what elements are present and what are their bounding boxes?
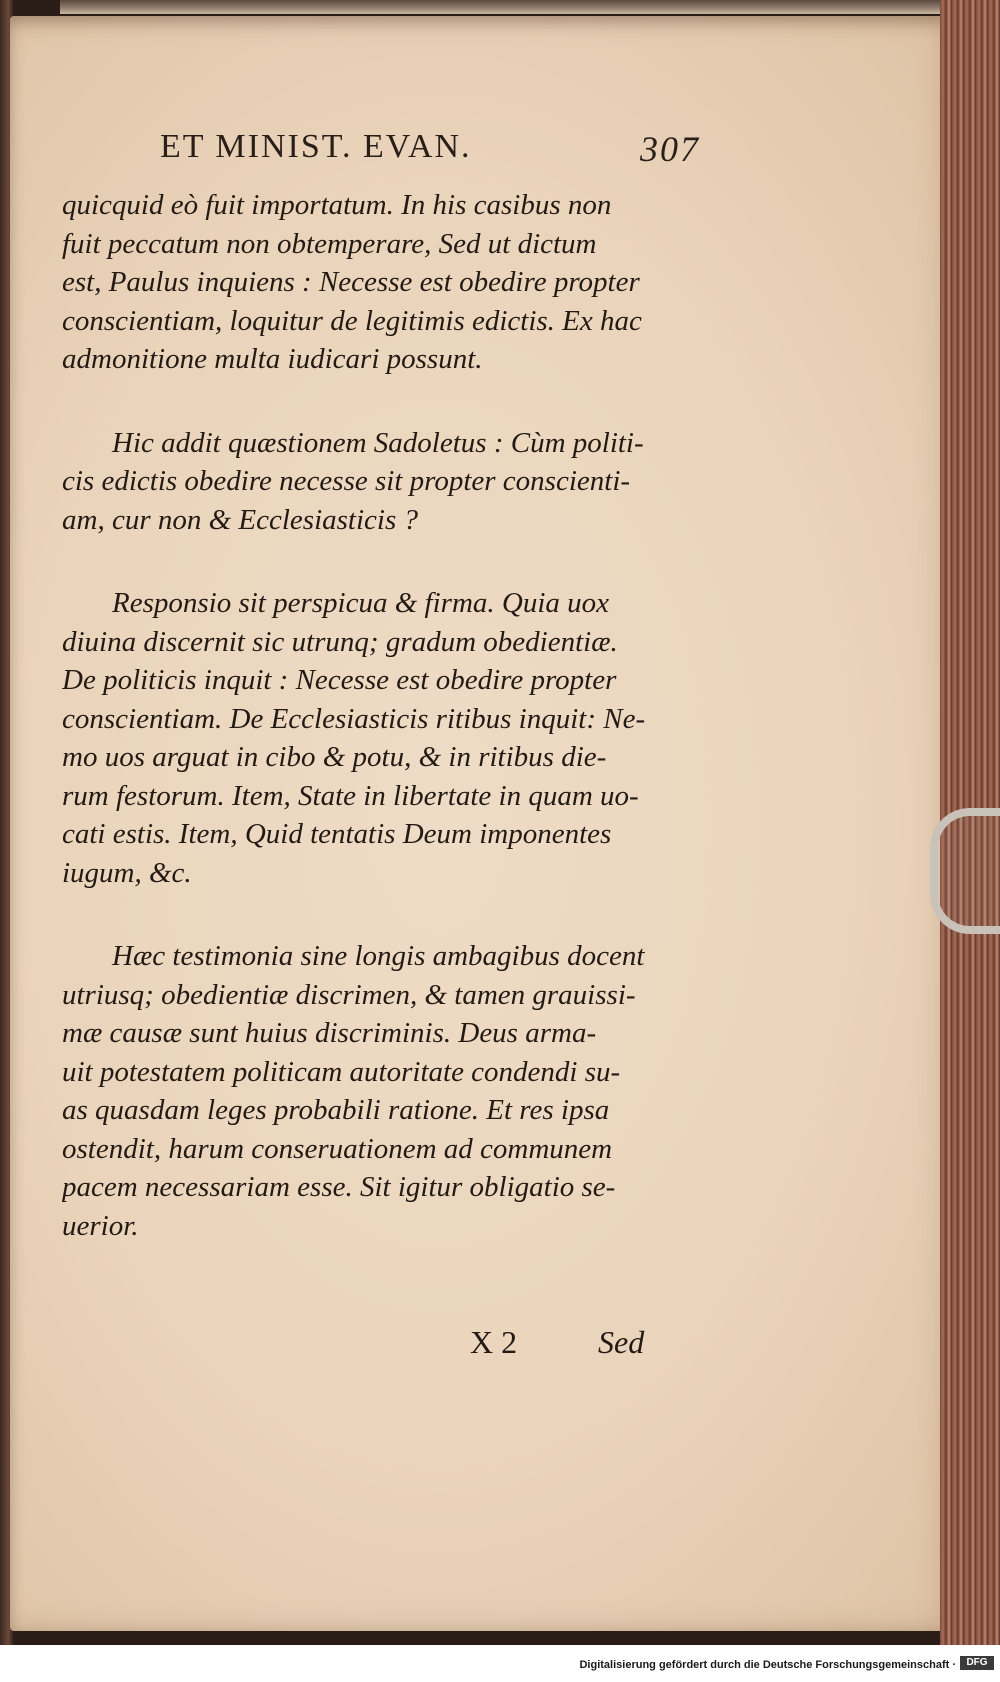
text-line: uit potestatem politicam autoritate condendi su- <box>62 1055 621 1088</box>
running-head-title: ET MINIST. EVAN. <box>160 128 472 165</box>
signature-mark: X 2 <box>470 1324 518 1360</box>
book-clasp <box>930 808 1000 934</box>
page-number: 307 <box>640 129 700 169</box>
text-line: mo uos arguat in cibo & potu, & in ritibus die- <box>62 741 607 773</box>
paragraph <box>62 937 702 1245</box>
text-line: rum festorum. Item, State in libertate in quam uo- <box>62 779 639 812</box>
text-line: est, Paulus inquiens : Necesse est obedire propter <box>62 266 640 298</box>
text-line: mæ causæ sunt huius discriminis. Deus arma- <box>62 1017 597 1049</box>
body-text <box>62 186 702 1290</box>
text-line: Responsio sit perspicua & firma. Quia uox <box>112 587 610 619</box>
paragraph <box>62 584 702 892</box>
dfg-logo-icon: DFG <box>960 1656 994 1670</box>
running-head <box>160 128 700 169</box>
text-line: uerior. <box>62 1209 139 1242</box>
text-line: conscientiam. De Ecclesiasticis ritibus inquit: Ne- <box>62 702 646 735</box>
funding-credit: Digitalisierung gefördert durch die Deutsche Forschungsgemeinschaft · <box>579 1659 956 1671</box>
text-line: admonitione multa iudicari possunt. <box>62 343 483 375</box>
text-line: utriusq; obedientiæ discrimen, & tamen grauissi- <box>62 978 636 1011</box>
text-line: Hic addit quæstionem Sadoletus : Cùm politi- <box>112 426 644 459</box>
text-line: am, cur non & Ecclesiasticis ? <box>62 503 419 536</box>
text-line: Hæc testimonia sine longis ambagibus docent <box>112 940 645 972</box>
text-line: fuit peccatum non obtemperare, Sed ut dictum <box>62 227 597 260</box>
catchword: Sed <box>598 1324 645 1360</box>
text-line: conscientiam, loquitur de legitimis edictis. Ex hac <box>62 304 642 337</box>
text-line: diuina discernit sic utrunq; gradum obedientiæ. <box>62 625 618 658</box>
text-line: De politicis inquit : Necesse est obedire propter <box>62 664 617 696</box>
text-line: ostendit, harum conseruationem ad communem <box>62 1132 613 1165</box>
page-top-shadow <box>60 0 960 14</box>
text-line: cati estis. Item, Quid tentatis Deum imponentes <box>62 818 612 850</box>
signature-line <box>470 1324 710 1361</box>
footer-bar <box>0 1645 1000 1682</box>
text-line: iugum, &c. <box>62 856 192 889</box>
text-line: quicquid eò fuit importatum. In his casibus non <box>62 189 612 221</box>
paragraph <box>62 186 702 379</box>
text-line: cis edictis obedire necesse sit propter conscienti- <box>62 465 631 497</box>
text-line: pacem necessariam esse. Sit igitur obligatio se- <box>62 1171 616 1203</box>
text-line: as quasdam leges probabili ratione. Et res ipsa <box>62 1094 610 1126</box>
paragraph <box>62 424 702 540</box>
